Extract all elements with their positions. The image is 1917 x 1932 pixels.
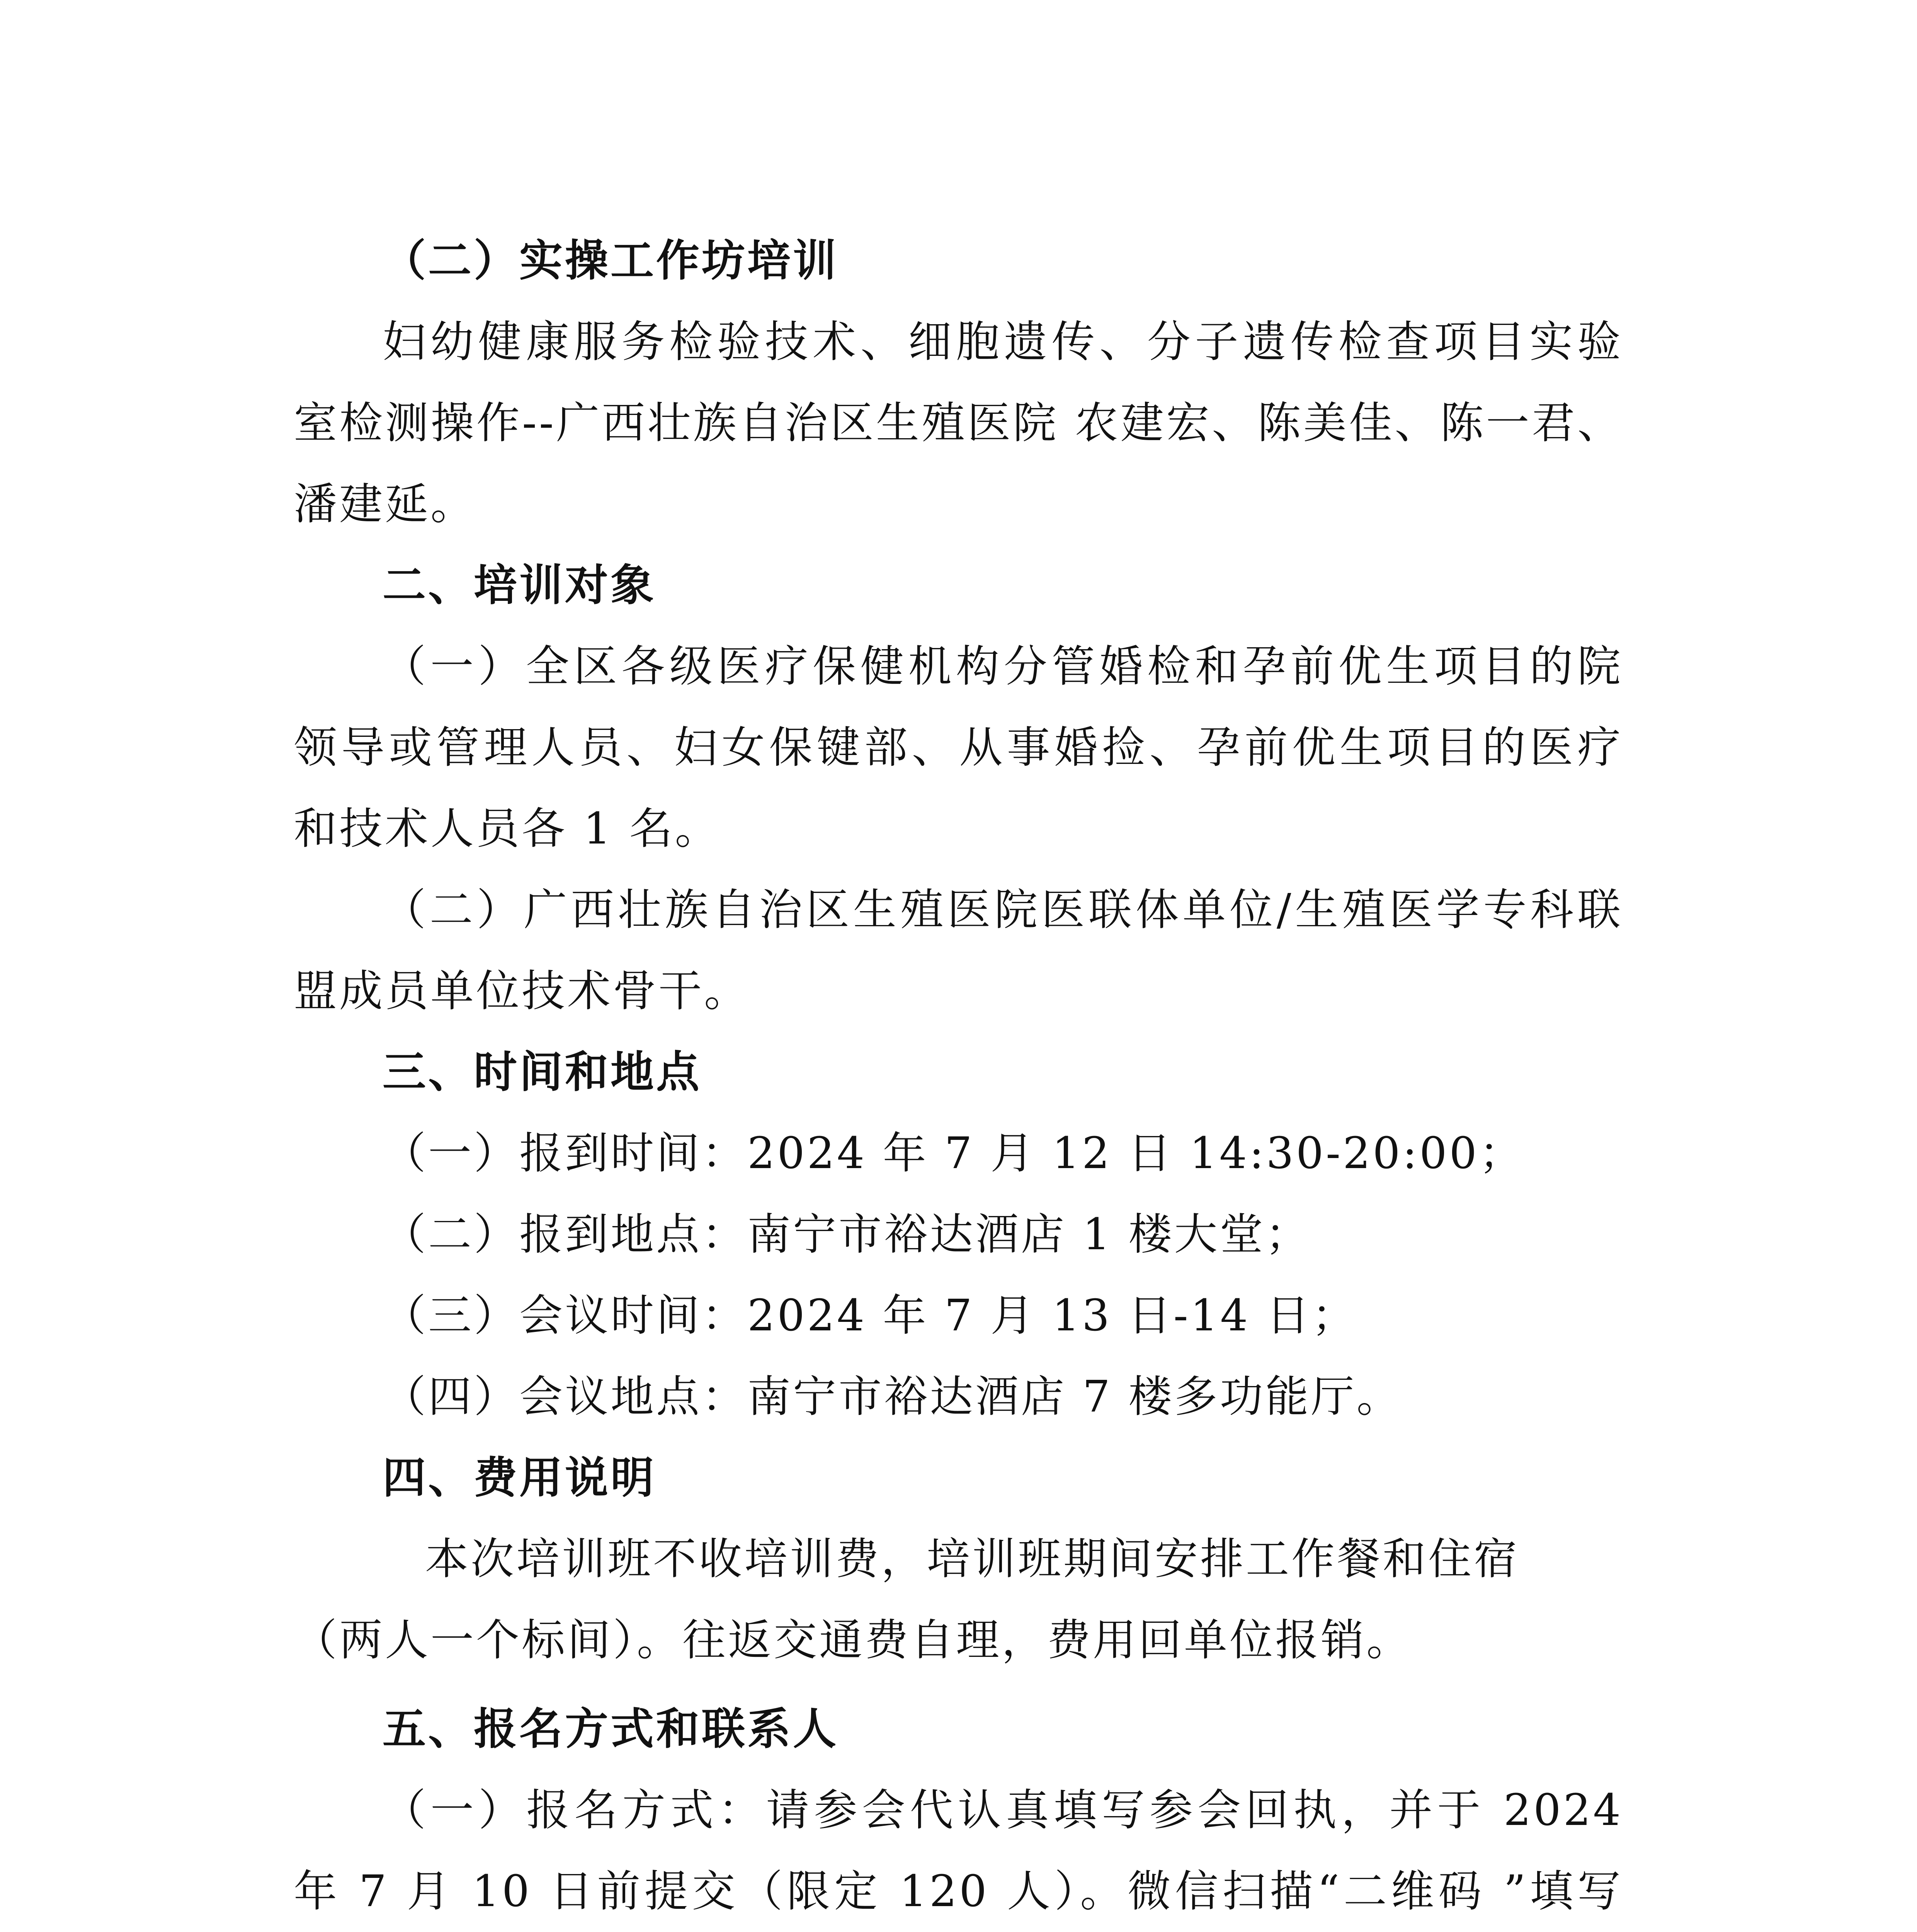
paragraph-line: （两人一个标间）。往返交通费自理，费用回单位报销。 (294, 1615, 1412, 1665)
paragraph-line: 和技术人员各 1 名。 (294, 804, 721, 854)
paragraph-line: （二）报到地点：南宁市裕达酒店 1 楼大堂； (383, 1209, 1311, 1260)
paragraph-line: 妇幼健康服务检验技术、细胞遗传、分子遗传检查项目实验 (383, 317, 1623, 367)
paragraph-line: （一）报到时间：2024 年 7 月 12 日 14:30-20:00； (383, 1128, 1525, 1179)
section-heading-workshop: （二）实操工作坊培训 (383, 235, 839, 286)
paragraph-line: 领导或管理人员、妇女保键部、从事婚捡、孕前优生项目的医疗 (294, 723, 1623, 773)
paragraph-line: （一）报名方式：请参会代认真填写参会回执，并于 2024 (383, 1785, 1623, 1835)
paragraph-line: 盟成员单位技术骨干。 (294, 966, 750, 1016)
paragraph-line: （四）会议地点：南宁市裕达酒店 7 楼多功能厅。 (383, 1372, 1402, 1422)
section-heading-fees: 四、费用说明 (383, 1452, 656, 1503)
section-heading-time-place: 三、时间和地点 (383, 1047, 702, 1097)
paragraph-line: 本次培训班不收培训费，培训班期间安排工作餐和住宿 (425, 1534, 1519, 1584)
paragraph-line: 室检测操作--广西壮族自治区生殖医院 农建宏、陈美佳、陈一君、 (294, 398, 1623, 448)
paragraph-line: 年 7 月 10 日前提交（限定 120 人）。微信扫描“二维码 ”填写 (294, 1866, 1623, 1917)
paragraph-line: 潘建延。 (294, 479, 476, 529)
section-heading-targets: 二、培训对象 (383, 560, 656, 611)
paragraph-line: （二）广西壮族自治区生殖医院医联体单位/生殖医学专科联 (383, 885, 1623, 935)
paragraph-line: （三）会议时间：2024 年 7 月 13 日-14 日； (383, 1291, 1357, 1341)
paragraph-line: （一）全区各级医疗保健机构分管婚检和孕前优生项目的院 (383, 641, 1623, 692)
section-heading-registration: 五、报名方式和联系人 (383, 1704, 839, 1754)
